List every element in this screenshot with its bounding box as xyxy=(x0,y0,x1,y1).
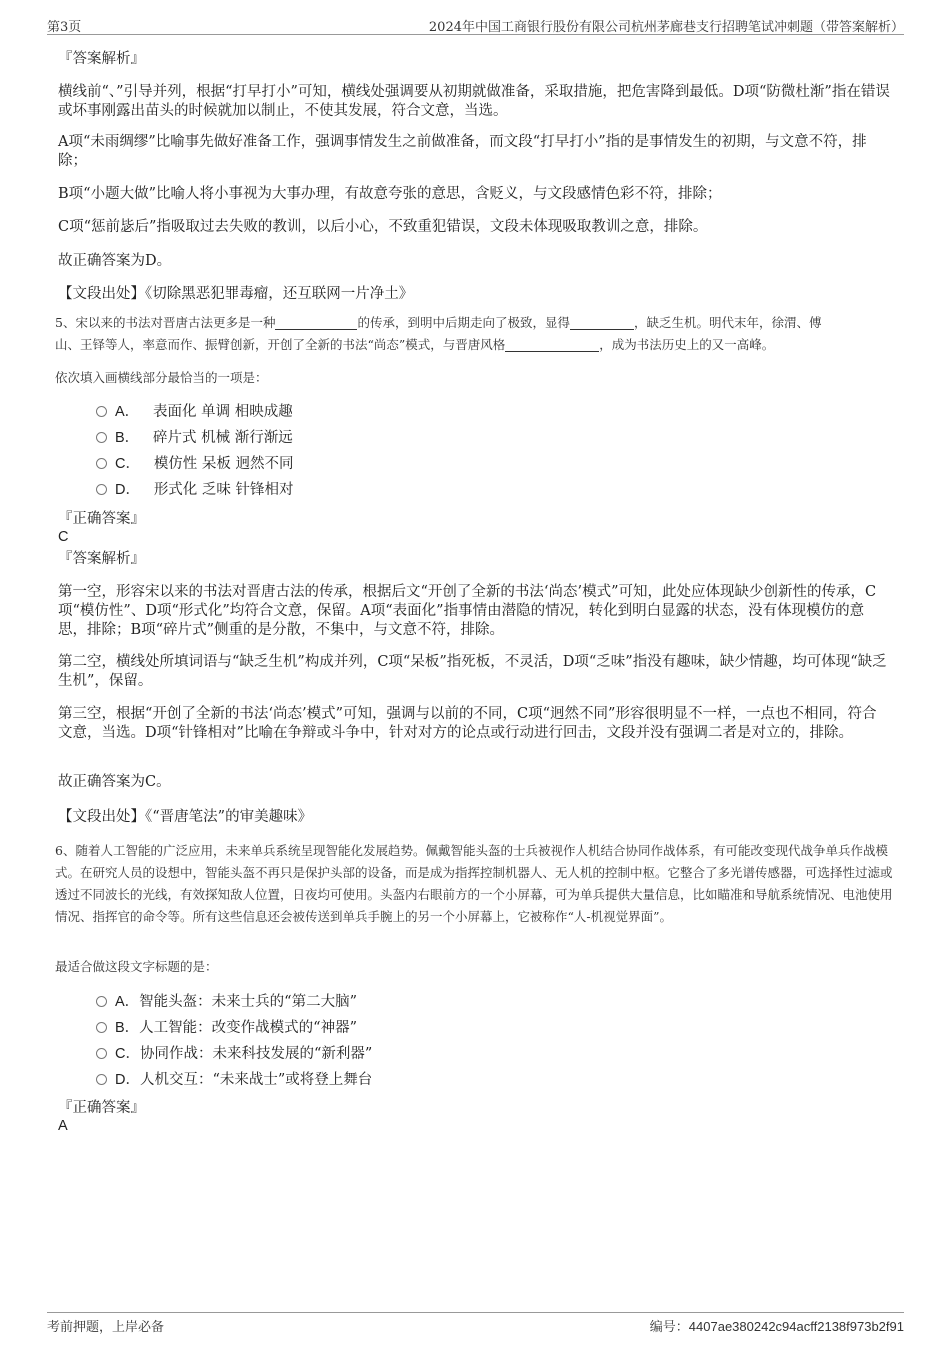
radio-icon[interactable] xyxy=(96,484,107,495)
q5-source: 【文段出处】《“晋唐笔法”的审美趣味》 xyxy=(58,809,313,825)
q6-prompt: 最适合做这段文字标题的是： xyxy=(55,959,218,974)
q6-option-b[interactable]: B．人工智能：改变作战模式的“神器” xyxy=(96,1018,357,1038)
q5-answer: C xyxy=(58,529,69,545)
radio-icon[interactable] xyxy=(96,996,107,1007)
q5-option-c[interactable]: C． 模仿性 呆板 迥然不同 xyxy=(96,454,294,474)
q5-analysis-title: 『答案解析』 xyxy=(58,551,145,567)
blank-3 xyxy=(505,337,599,352)
q5-analysis-p2: 第二空，横线处所填词语与“缺乏生机”构成并列，C项“呆板”指死板，不灵活，D项“乏味”指没有趣味，缺少情趣，均可体现“缺乏生机”，保留。 xyxy=(58,654,887,689)
radio-icon[interactable] xyxy=(96,458,107,469)
document-title: 2024年中国工商银行股份有限公司杭州茅廊巷支行招聘笔试冲刺题（带答案解析） xyxy=(428,20,904,35)
document-code: 编号：4407ae380242c94acff2138f973b2f91 xyxy=(649,1319,904,1334)
blank-2 xyxy=(570,315,634,330)
q5-option-b[interactable]: B． 碎片式 机械 渐行渐远 xyxy=(96,428,293,448)
q4-analysis-title: 『答案解析』 xyxy=(58,51,145,67)
page-footer xyxy=(47,1312,904,1333)
q6-option-d[interactable]: D．人机交互：“未来战士”或将登上舞台 xyxy=(96,1070,372,1090)
q4-analysis-p4: C项“惩前毖后”指吸取过去失败的教训，以后小心，不致重犯错误，文段未体现吸取教训之意，排除。 xyxy=(58,219,708,235)
page-header xyxy=(47,16,904,35)
q5-prompt: 依次填入画横线部分最恰当的一项是： xyxy=(55,370,268,385)
q5-analysis-p3: 第三空，根据“开创了全新的书法‘尚态’模式”可知，强调与以前的不同，C项“迥然不同”形容很明显不一样，一点也不相同，符合文意，当选。D项“针锋相对”比喻在争辩或斗争中，针对对方的论点或行动进行回击，文段并没有强调二者是对立的，排除。 xyxy=(58,706,877,741)
q6-answer: A xyxy=(58,1118,68,1134)
q4-source: 【文段出处】《切除黑恶犯罪毒瘤，还互联网一片净土》 xyxy=(58,286,414,302)
radio-icon[interactable] xyxy=(96,1048,107,1059)
q6-option-c[interactable]: C．协同作战：未来科技发展的“新利器” xyxy=(96,1044,372,1064)
q4-analysis-p2: A项“未雨绸缪”比喻事先做好准备工作，强调事情发生之前做准备，而文段“打早打小”指的是事情发生的初期，与文意不符，排除； xyxy=(58,134,867,169)
q5-answer-title: 『正确答案』 xyxy=(58,511,145,527)
blank-1 xyxy=(275,315,357,330)
radio-icon[interactable] xyxy=(96,406,107,417)
q5-conclusion: 故正确答案为C。 xyxy=(58,774,171,790)
radio-icon[interactable] xyxy=(96,1022,107,1033)
q6-answer-title: 『正确答案』 xyxy=(58,1100,145,1116)
q6-stem: 6、随着人工智能的广泛应用，未来单兵系统呈现智能化发展趋势。佩戴智能头盔的士兵被视作人机结合协同作战体系，有可能改变现代战争单兵作战模式。在研究人员的设想中，智能头盔不再只是保护头部的设备，而是成为指挥控制机器人、无人机的控制中枢。它整合了多光谱传感器，可选择性过滤或透过不同波长的光线，有效探知敌人位置，日夜均可使用。头盔内右眼前方的一个小屏幕，可为单兵提供大量信息，比如瞄准和导航系统情况、电池使用情况、指挥官的命令等。所有这些信息还会被传送到单兵手腕上的另一个小屏幕上，它被称作“人-机视觉界面”。 xyxy=(55,843,893,924)
q4-conclusion: 故正确答案为D。 xyxy=(58,253,172,269)
radio-icon[interactable] xyxy=(96,1074,107,1085)
page-number: 第3页 xyxy=(47,20,82,35)
q5-analysis-p1: 第一空，形容宋以来的书法对晋唐古法的传承，根据后文“开创了全新的书法‘尚态’模式”可知，此处应体现缺少创新性的传承，C项“模仿性”、D项“形式化”均符合文意，保留。A项“表面化”指事情由潜隐的情况，转化到明白显露的状态，没有体现模仿的意思，排除；B项“碎片式”侧重的是分散，不集中，与文意不符，排除。 xyxy=(58,584,877,638)
q4-analysis-p1: 横线前“、”引导并列，根据“打早打小”可知，横线处强调要从初期就做准备，采取措施，把危害降到最低。D项“防微杜渐”指在错误或坏事刚露出苗头的时候就加以制止，不使其发展，符合文意，当选。 xyxy=(58,84,890,119)
radio-icon[interactable] xyxy=(96,432,107,443)
q5-option-d[interactable]: D． 形式化 乏味 针锋相对 xyxy=(96,480,294,500)
q5-option-a[interactable]: A． 表面化 单调 相映成趣 xyxy=(96,402,293,422)
footer-slogan: 考前押题，上岸必备 xyxy=(47,1320,165,1335)
q5-stem: 5、宋以来的书法对晋唐古法更多是一种 的传承，到明中后期走向了极致，显得 ，缺乏生机。明代末年，徐渭、傅 山、王铎等人，率意而作、振臂创新，开创了全新的书法“尚态”模式，与晋唐风格 ，成为书法历史上的又一高峰。 xyxy=(55,315,822,352)
q6-option-a[interactable]: A．智能头盔：未来士兵的“第二大脑” xyxy=(96,992,357,1012)
q4-analysis-p3: B项“小题大做”比喻人将小事视为大事办理，有故意夸张的意思，含贬义，与文段感情色彩不符，排除； xyxy=(58,186,722,202)
